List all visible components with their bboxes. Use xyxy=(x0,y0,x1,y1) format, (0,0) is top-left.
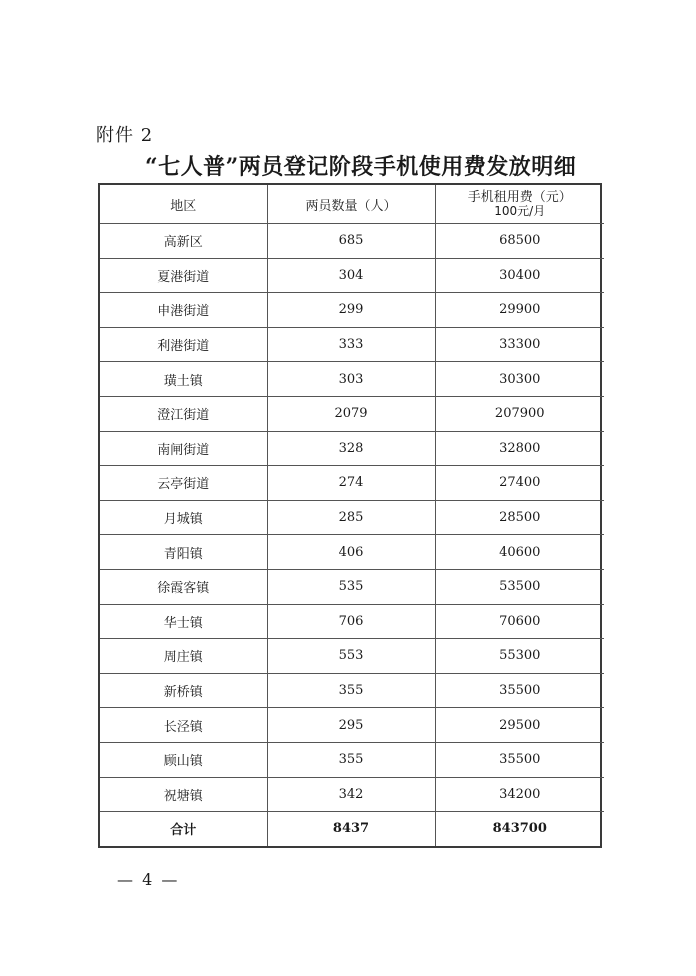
cell-fee: 35500 xyxy=(435,673,604,708)
cell-fee: 34200 xyxy=(435,777,604,812)
table-row xyxy=(100,777,604,812)
cell-fee: 30400 xyxy=(435,258,604,293)
cell-count: 285 xyxy=(267,500,435,535)
table-row xyxy=(100,466,604,501)
allowance-table-grid xyxy=(100,185,604,846)
cell-fee: 55300 xyxy=(435,639,604,674)
page-number: — 4 — xyxy=(117,870,180,889)
cell-fee: 27400 xyxy=(435,466,604,501)
header-fee-line1: 手机租用费（元） xyxy=(467,190,572,205)
table-row xyxy=(100,673,604,708)
cell-fee: 29500 xyxy=(435,708,604,743)
table-row xyxy=(100,500,604,535)
cell-count: 342 xyxy=(267,777,435,812)
cell-region: 申港街道 xyxy=(100,293,267,328)
cell-region: 利港街道 xyxy=(100,327,267,362)
table-row xyxy=(100,362,604,397)
cell-region: 璜土镇 xyxy=(100,362,267,397)
cell-fee: 28500 xyxy=(435,500,604,535)
header-count: 两员数量（人） xyxy=(267,185,435,224)
allowance-table xyxy=(98,183,602,848)
cell-count: 274 xyxy=(267,466,435,501)
total-label: 合计 xyxy=(100,812,267,846)
table-row xyxy=(100,224,604,259)
cell-region: 祝塘镇 xyxy=(100,777,267,812)
cell-region: 高新区 xyxy=(100,224,267,259)
total-count: 8437 xyxy=(267,812,435,846)
cell-region: 华士镇 xyxy=(100,604,267,639)
cell-region: 青阳镇 xyxy=(100,535,267,570)
table-total-row xyxy=(100,812,604,846)
header-fee xyxy=(435,185,604,224)
cell-fee: 53500 xyxy=(435,569,604,604)
table-row xyxy=(100,396,604,431)
cell-count: 685 xyxy=(267,224,435,259)
table-row xyxy=(100,535,604,570)
cell-fee: 35500 xyxy=(435,742,604,777)
cell-count: 2079 xyxy=(267,396,435,431)
cell-fee: 33300 xyxy=(435,327,604,362)
document-title: “七人普”两员登记阶段手机使用费发放明细 xyxy=(145,154,577,180)
cell-fee: 30300 xyxy=(435,362,604,397)
cell-count: 299 xyxy=(267,293,435,328)
cell-region: 徐霞客镇 xyxy=(100,569,267,604)
total-fee: 843700 xyxy=(435,812,604,846)
table-row xyxy=(100,708,604,743)
cell-fee: 32800 xyxy=(435,431,604,466)
cell-region: 澄江街道 xyxy=(100,396,267,431)
table-row xyxy=(100,742,604,777)
table-body xyxy=(100,224,604,846)
cell-count: 553 xyxy=(267,639,435,674)
table-row xyxy=(100,639,604,674)
cell-fee: 70600 xyxy=(435,604,604,639)
cell-count: 355 xyxy=(267,673,435,708)
cell-fee: 40600 xyxy=(435,535,604,570)
table-header-row xyxy=(100,185,604,224)
cell-region: 周庄镇 xyxy=(100,639,267,674)
cell-fee: 207900 xyxy=(435,396,604,431)
header-region: 地区 xyxy=(100,185,267,224)
cell-fee: 68500 xyxy=(435,224,604,259)
header-fee-line2: 100元/月 xyxy=(494,204,546,218)
cell-region: 长泾镇 xyxy=(100,708,267,743)
cell-region: 夏港街道 xyxy=(100,258,267,293)
cell-count: 406 xyxy=(267,535,435,570)
cell-region: 月城镇 xyxy=(100,500,267,535)
table-row xyxy=(100,327,604,362)
cell-fee: 29900 xyxy=(435,293,604,328)
table-row xyxy=(100,431,604,466)
table-row xyxy=(100,293,604,328)
cell-region: 新桥镇 xyxy=(100,673,267,708)
cell-count: 295 xyxy=(267,708,435,743)
table-row xyxy=(100,569,604,604)
cell-region: 云亭街道 xyxy=(100,466,267,501)
table-row xyxy=(100,258,604,293)
cell-count: 333 xyxy=(267,327,435,362)
cell-region: 顾山镇 xyxy=(100,742,267,777)
cell-count: 304 xyxy=(267,258,435,293)
cell-count: 303 xyxy=(267,362,435,397)
cell-count: 328 xyxy=(267,431,435,466)
cell-count: 706 xyxy=(267,604,435,639)
cell-count: 355 xyxy=(267,742,435,777)
cell-count: 535 xyxy=(267,569,435,604)
cell-region: 南闸街道 xyxy=(100,431,267,466)
attachment-label: 附件 2 xyxy=(96,125,154,146)
table-row xyxy=(100,604,604,639)
